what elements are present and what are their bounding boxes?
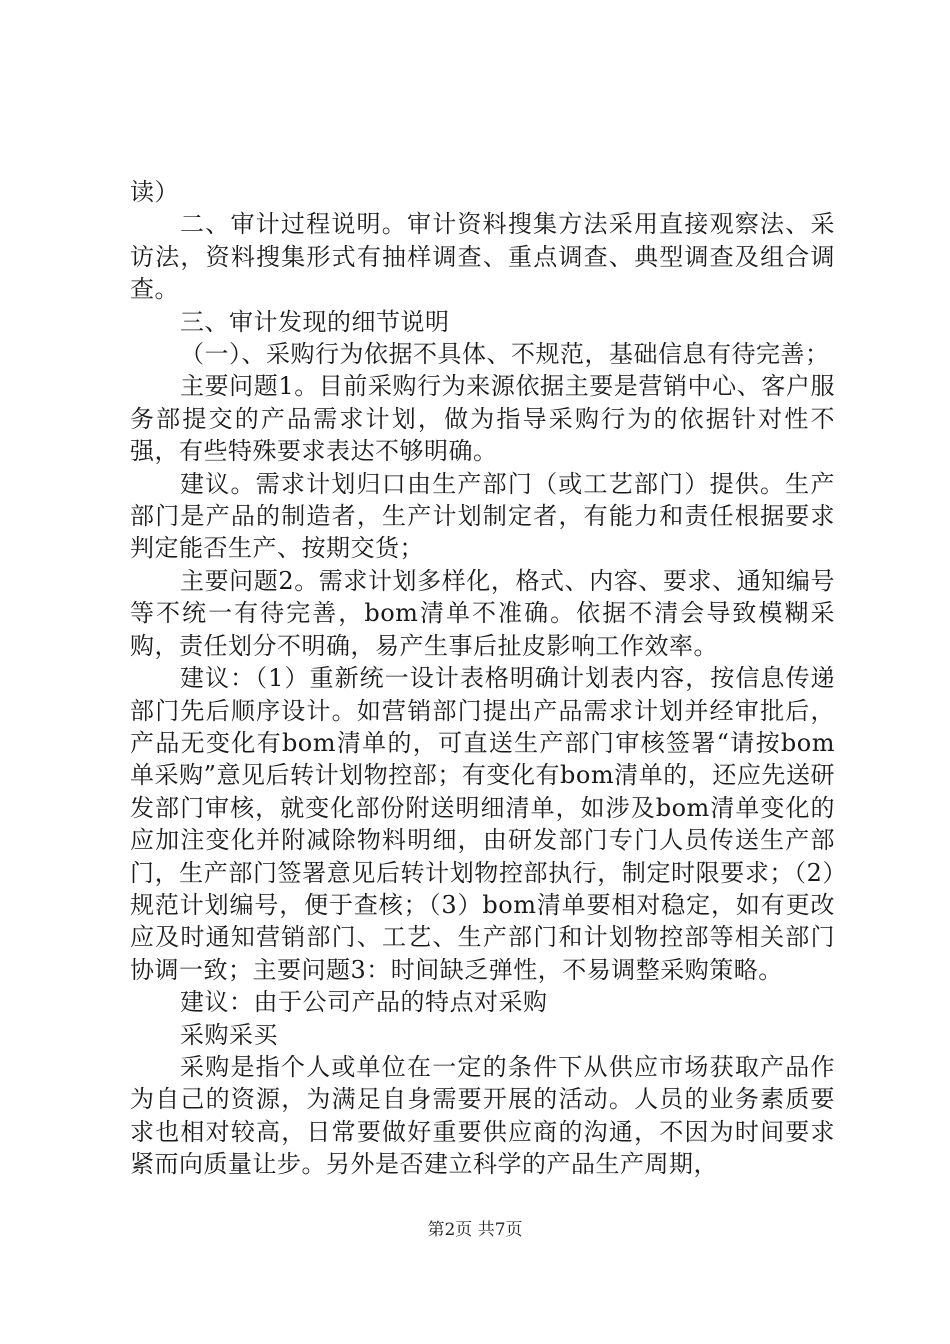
subsection-heading-1: （一）、采购行为依据不具体、不规范，基础信息有待完善； [180, 340, 830, 369]
document-body [130, 176, 835, 1181]
paragraph-issue-2: 主要问题2。需求计划多样化，格式、内容、要求、通知编号等不统一有待完善，bom清单不准确。依据不清会导致模糊采购，责任划分不明确，易产生事后扯皮影响工作效率。 [130, 566, 835, 660]
paragraph-issue-1: 主要问题1。目前采购行为来源依据主要是营销中心、客户服务部提交的产品需求计划，做为指导采购行为的依据针对性不强，有些特殊要求表达不够明确。 [130, 372, 835, 466]
page-footer [0, 1218, 950, 1242]
paragraph-purchasing-definition: 采购是指个人或单位在一定的条件下从供应市场获取产品作为自己的资源，为满足自身需要开展的活动。人员的业务素质要求也相对较高，日常要做好重要供应商的沟通，不因为时间要求紧而向质量让步。另外是否建立科学的产品生产周期， [130, 1052, 835, 1179]
paragraph-purchasing-heading: 采购采买 [180, 1020, 278, 1049]
paragraph-continuation: 读） [130, 178, 179, 206]
paragraph-suggestion-1: 建议。需求计划归口由生产部门（或工艺部门）提供。生产部门是产品的制造者，生产计划制定者，有能力和责任根据要求判定能否生产、按期交货； [130, 469, 835, 563]
paragraph-suggestion-2: 建议：（1）重新统一设计表格明确计划表内容，按信息传递部门先后顺序设计。如营销部门提出产品需求计划并经审批后，产品无变化有bom清单的，可直送生产部门审核签署“请按bom单采购”意见后转计划物控部；有变化有bom清单的，还应先送研发部门审核，就变化部份附送明细清单，如涉及bom清单变化的应加注变化并附减除物料明细，由研发部门专门人员传送生产部门，生产部门签署意见后转计划物控部执行，制定时限要求；（2）规范计划编号，便于查核；（3）bom清单要相对稳定，如有更改应及时通知营销部门、工艺、生产部门和计划物控部等相关部门协调一致；主要问题3：时间缺乏弹性，不易调整采购策略。 [130, 664, 835, 984]
paragraph-suggestion-3: 建议：由于公司产品的特点对采购 [180, 988, 548, 1017]
page-number-label: 第2页 共7页 [427, 1220, 523, 1240]
paragraph-audit-process: 二、审计过程说明。审计资料搜集方法采用直接观察法、采访法，资料搜集形式有抽样调查、重点调查、典型调查及组合调查。 [130, 210, 835, 304]
section-heading-findings: 三、审计发现的细节说明 [180, 307, 450, 336]
